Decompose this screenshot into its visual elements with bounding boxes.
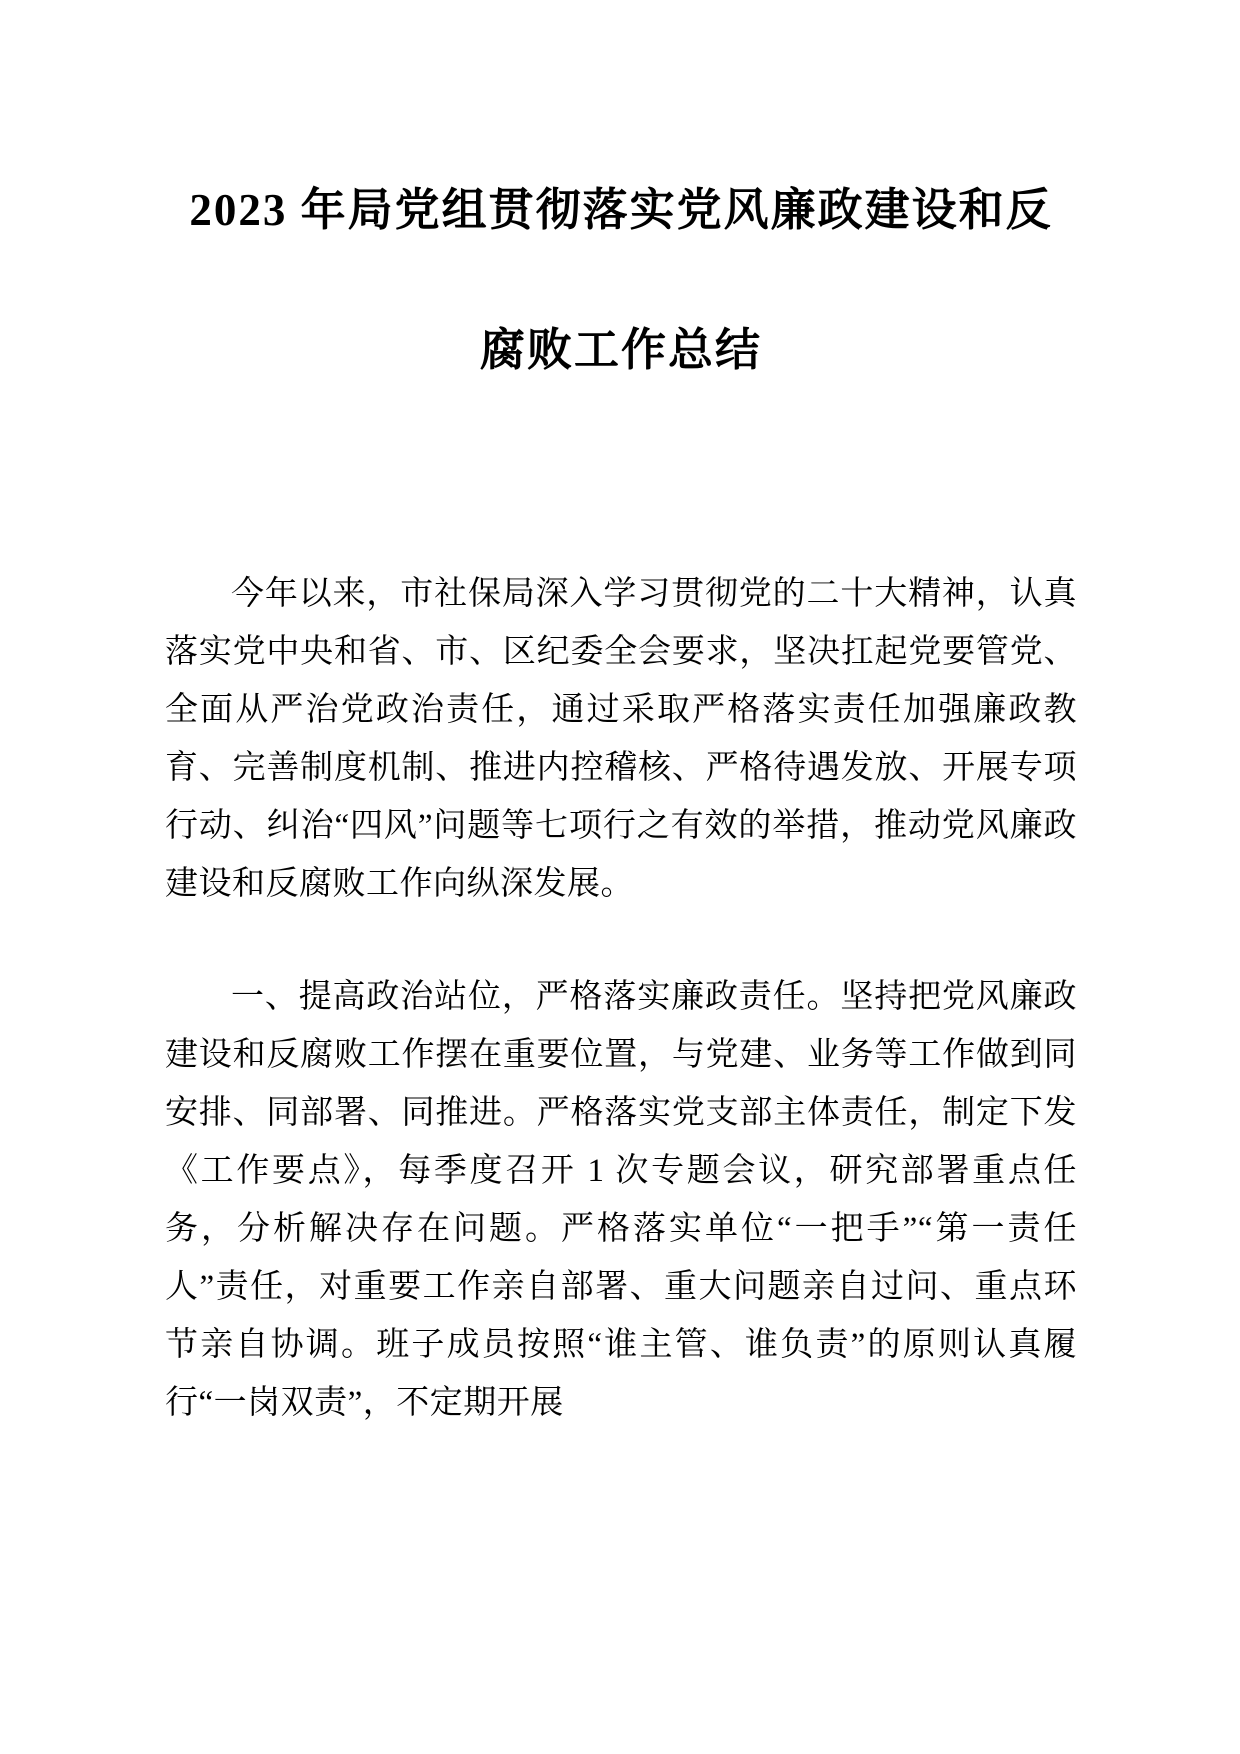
document-title	[165, 140, 1077, 420]
title-line-1: 2023 年局党组贯彻落实党风廉政建设和反	[189, 185, 1053, 235]
paragraph-section-1: 一、提高政治站位，严格落实廉政责任。坚持把党风廉政建设和反腐败工作摆在重要位置，与党建、业务等工作做到同安排、同部署、同推进。严格落实党支部主体责任，制定下发《工作要点》，每季度召开 1 次专题会议，研究部署重点任务，分析解决存在问题。严格落实单位“一把手”“第一责任人”责任，对重要工作亲自部署、重大问题亲自过问、重点环节亲自协调。班子成员按照“谁主管、谁负责”的原则认真履行“一岗双责”，不定期开展	[165, 979, 1077, 1421]
document-body	[165, 565, 1077, 1432]
paragraph-intro: 今年以来，市社保局深入学习贯彻党的二十大精神，认真落实党中央和省、市、区纪委全会要求，坚决扛起党要管党、全面从严治党政治责任，通过采取严格落实责任加强廉政教育、完善制度机制、推进内控稽核、严格待遇发放、开展专项行动、纠治“四风”问题等七项行之有效的举措，推动党风廉政建设和反腐败工作向纵深发展。	[165, 576, 1077, 902]
title-line-2: 腐败工作总结	[479, 325, 762, 375]
